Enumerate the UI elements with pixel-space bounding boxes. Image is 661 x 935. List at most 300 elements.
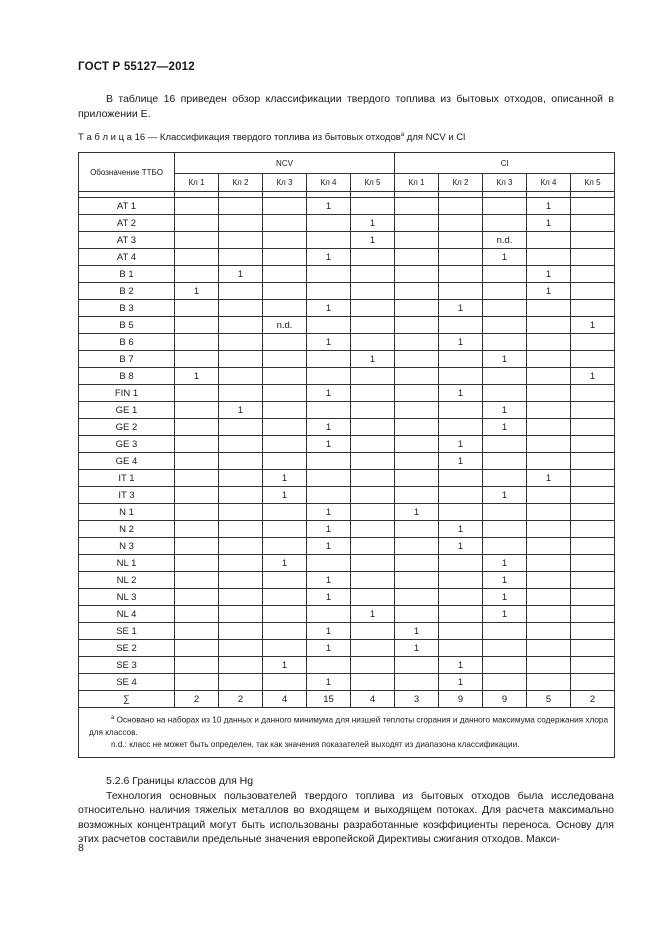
table-cell: 1	[527, 266, 571, 283]
table-cell	[219, 572, 263, 589]
table-cell	[571, 300, 615, 317]
table-cell	[571, 555, 615, 572]
table-cell	[263, 385, 307, 402]
table-cell: 1	[527, 470, 571, 487]
classification-table	[78, 152, 615, 758]
table-cell	[219, 334, 263, 351]
table-cell: 1	[219, 266, 263, 283]
table-cell	[351, 572, 395, 589]
caption-footnote-marker: a	[400, 132, 405, 138]
table-cell	[307, 555, 351, 572]
table-cell	[527, 555, 571, 572]
table-cell	[263, 640, 307, 657]
table-cell: 1	[307, 436, 351, 453]
table-cell	[263, 538, 307, 555]
table-cell	[527, 232, 571, 249]
table-row	[79, 436, 615, 453]
table-cell: 2	[175, 691, 219, 708]
table-cell: 1	[175, 368, 219, 385]
row-label: N 2	[79, 521, 175, 538]
table-cell	[527, 623, 571, 640]
table-cell	[527, 453, 571, 470]
table-row	[79, 674, 615, 691]
table-cell	[527, 317, 571, 334]
table-cell	[351, 300, 395, 317]
table-cell	[175, 470, 219, 487]
table-cell	[395, 266, 439, 283]
table-cell: n.d.	[483, 232, 527, 249]
table-cell	[219, 504, 263, 521]
table-cell	[571, 623, 615, 640]
table-cell	[571, 232, 615, 249]
table-cell	[351, 385, 395, 402]
row-label: NL 3	[79, 589, 175, 606]
table-cell: 1	[307, 249, 351, 266]
table-cell: 1	[219, 402, 263, 419]
table-cell	[351, 368, 395, 385]
table-cell	[395, 402, 439, 419]
table-caption	[78, 132, 465, 143]
table-cell	[483, 453, 527, 470]
table-cell	[175, 623, 219, 640]
table-row	[79, 640, 615, 657]
table-cell	[263, 606, 307, 623]
table-cell	[263, 249, 307, 266]
table-cell	[439, 572, 483, 589]
row-label: N 3	[79, 538, 175, 555]
table-cell: 3	[395, 691, 439, 708]
table-cell: 1	[527, 215, 571, 232]
footnote-a-marker: a	[111, 715, 115, 721]
table-cell	[395, 589, 439, 606]
table-cell	[395, 470, 439, 487]
table-cell	[351, 657, 395, 674]
table-cell: 1	[351, 232, 395, 249]
row-label: IT 1	[79, 470, 175, 487]
table-cell	[307, 470, 351, 487]
table-cell	[175, 555, 219, 572]
table-cell: 1	[483, 351, 527, 368]
section-body: Технология основных пользователей твердого топлива из бытовых отходов была исследована относительно наличия тяжелых металлов во входящем и выходящем потоках. Для расчета максимально возможных концентраций могут быть использованы разработанные коэффициенты переноса. Основу для этих расчетов составили предельные значения европейской Директивы сжигания отходов. Макси-	[78, 789, 614, 845]
class-subheader: Кл 1	[395, 174, 439, 192]
table-cell	[527, 487, 571, 504]
table-cell	[263, 521, 307, 538]
table-cell: 1	[483, 419, 527, 436]
caption-prefix: Т а б л и ц а 16 — Классификация твердого топлива из бытовых отходов	[78, 132, 401, 144]
table-cell: 1	[307, 538, 351, 555]
table-cell	[571, 334, 615, 351]
table-cell	[439, 351, 483, 368]
table-cell: 1	[263, 470, 307, 487]
table-cell	[483, 436, 527, 453]
table-cell	[307, 657, 351, 674]
table-row	[79, 606, 615, 623]
table-notes	[79, 708, 615, 758]
class-subheader: Кл 2	[219, 174, 263, 192]
table-cell	[527, 521, 571, 538]
table-row	[79, 555, 615, 572]
table-cell	[439, 487, 483, 504]
table-cell	[263, 368, 307, 385]
table-cell	[175, 504, 219, 521]
row-label: AT 1	[79, 198, 175, 215]
table-cell: 2	[219, 691, 263, 708]
table-row	[79, 623, 615, 640]
table-cell	[483, 521, 527, 538]
table-cell	[483, 640, 527, 657]
table-cell	[219, 453, 263, 470]
page-number: 8	[78, 842, 84, 854]
table-cell	[219, 436, 263, 453]
table-cell: 1	[527, 283, 571, 300]
table-cell	[175, 674, 219, 691]
table-cell	[175, 453, 219, 470]
table-cell	[527, 351, 571, 368]
table-cell: 1	[483, 402, 527, 419]
table-cell	[571, 351, 615, 368]
class-subheader: Кл 4	[527, 174, 571, 192]
table-row	[79, 487, 615, 504]
table-cell: 1	[395, 640, 439, 657]
table-cell	[175, 300, 219, 317]
table-cell	[527, 402, 571, 419]
ncv-group-header: NCV	[175, 153, 395, 174]
table-cell	[527, 674, 571, 691]
table-cell	[571, 572, 615, 589]
table-cell	[483, 623, 527, 640]
table-cell	[571, 436, 615, 453]
table-cell	[571, 538, 615, 555]
table-cell	[219, 555, 263, 572]
row-label: FIN 1	[79, 385, 175, 402]
table-cell: 1	[307, 198, 351, 215]
table-cell	[571, 453, 615, 470]
table-cell	[175, 266, 219, 283]
table-cell	[483, 317, 527, 334]
table-cell	[307, 232, 351, 249]
table-cell	[219, 589, 263, 606]
table-cell	[307, 606, 351, 623]
table-cell	[483, 198, 527, 215]
table-cell	[351, 623, 395, 640]
table-cell	[263, 266, 307, 283]
table-cell	[571, 470, 615, 487]
table-cell	[439, 283, 483, 300]
footnote-a	[89, 712, 608, 739]
class-subheader: Кл 5	[351, 174, 395, 192]
table-cell: 1	[439, 538, 483, 555]
table-cell	[219, 317, 263, 334]
table-cell	[307, 266, 351, 283]
table-cell	[263, 215, 307, 232]
table-cell: 1	[439, 453, 483, 470]
table-cell	[439, 198, 483, 215]
table-cell	[571, 640, 615, 657]
row-label: IT 3	[79, 487, 175, 504]
table-cell	[351, 470, 395, 487]
table-row	[79, 470, 615, 487]
table-cell: n.d.	[263, 317, 307, 334]
table-cell	[263, 504, 307, 521]
table-cell	[439, 419, 483, 436]
table-cell	[351, 453, 395, 470]
row-label: B 1	[79, 266, 175, 283]
table-row	[79, 283, 615, 300]
table-cell	[175, 487, 219, 504]
table-cell	[527, 538, 571, 555]
table-cell	[175, 334, 219, 351]
table-cell	[175, 232, 219, 249]
row-label: GE 4	[79, 453, 175, 470]
row-label: GE 3	[79, 436, 175, 453]
table-cell	[175, 538, 219, 555]
table-cell	[439, 589, 483, 606]
table-cell	[263, 351, 307, 368]
row-label: SE 3	[79, 657, 175, 674]
table-cell	[571, 198, 615, 215]
table-row	[79, 334, 615, 351]
table-cell: 1	[439, 385, 483, 402]
table-cell	[395, 606, 439, 623]
table-cell	[395, 317, 439, 334]
table-cell	[351, 436, 395, 453]
table-row	[79, 657, 615, 674]
table-cell	[351, 198, 395, 215]
row-label: GE 2	[79, 419, 175, 436]
row-label: AT 4	[79, 249, 175, 266]
row-label: B 6	[79, 334, 175, 351]
table-cell: 1	[307, 640, 351, 657]
table-cell	[395, 674, 439, 691]
table-cell	[219, 249, 263, 266]
table-cell	[263, 623, 307, 640]
row-label: ∑	[79, 691, 175, 708]
table-cell	[219, 487, 263, 504]
table-cell: 1	[263, 555, 307, 572]
table-cell	[219, 521, 263, 538]
table-cell: 1	[483, 572, 527, 589]
table-cell	[527, 504, 571, 521]
table-row	[79, 385, 615, 402]
class-subheader: Кл 4	[307, 174, 351, 192]
intro-paragraph: В таблице 16 приведен обзор классификации твердого топлива из бытовых отходов, описанной в приложении Е.	[78, 93, 614, 120]
table-cell: 1	[351, 351, 395, 368]
table-cell	[439, 640, 483, 657]
table-cell	[439, 402, 483, 419]
section-5-2-6	[78, 774, 614, 847]
table-cell	[483, 504, 527, 521]
row-label: SE 1	[79, 623, 175, 640]
table-cell	[439, 266, 483, 283]
table-cell: 1	[483, 249, 527, 266]
table-cell	[483, 215, 527, 232]
table-cell	[351, 555, 395, 572]
table-cell	[527, 368, 571, 385]
table-cell: 1	[439, 657, 483, 674]
row-label: AT 2	[79, 215, 175, 232]
table-cell	[483, 300, 527, 317]
table-cell	[527, 657, 571, 674]
table-cell	[395, 538, 439, 555]
table-cell	[395, 453, 439, 470]
table-cell	[175, 351, 219, 368]
class-subheader: Кл 3	[483, 174, 527, 192]
table-cell	[351, 589, 395, 606]
table-cell	[483, 334, 527, 351]
table-cell	[527, 640, 571, 657]
table-cell: 1	[307, 623, 351, 640]
table-row	[79, 402, 615, 419]
table-cell	[351, 487, 395, 504]
table-cell	[175, 249, 219, 266]
row-label: AT 3	[79, 232, 175, 249]
class-subheader: Кл 3	[263, 174, 307, 192]
table-cell	[219, 351, 263, 368]
row-label: NL 2	[79, 572, 175, 589]
table-cell	[571, 283, 615, 300]
table-cell	[219, 419, 263, 436]
class-subheader: Кл 1	[175, 174, 219, 192]
table-cell	[439, 215, 483, 232]
table-cell: 1	[307, 589, 351, 606]
table-cell	[571, 521, 615, 538]
table-cell	[263, 572, 307, 589]
table-cell	[527, 572, 571, 589]
table-cell	[439, 470, 483, 487]
table-cell	[263, 232, 307, 249]
table-cell	[307, 317, 351, 334]
table-cell: 1	[439, 674, 483, 691]
table-cell	[219, 300, 263, 317]
table-cell: 9	[483, 691, 527, 708]
table-row	[79, 368, 615, 385]
table-cell	[219, 470, 263, 487]
table-cell	[351, 283, 395, 300]
table-row	[79, 266, 615, 283]
table-cell	[219, 198, 263, 215]
table-cell	[395, 572, 439, 589]
table-cell: 1	[263, 487, 307, 504]
table-cell	[307, 215, 351, 232]
footnote-a-text: Основано на наборах из 10 данных и данного минимума для низшей теплоты сгорания и данного максимума содержания хлора для классов.	[89, 715, 609, 737]
document-header: ГОСТ Р 55127—2012	[78, 61, 195, 73]
table-cell	[351, 402, 395, 419]
table-cell	[527, 249, 571, 266]
table-row	[79, 572, 615, 589]
table-cell	[263, 453, 307, 470]
table-cell: 1	[483, 555, 527, 572]
table-cell	[571, 589, 615, 606]
table-row	[79, 351, 615, 368]
table-cell	[483, 368, 527, 385]
table-cell	[571, 402, 615, 419]
table-cell	[351, 334, 395, 351]
table-cell	[351, 538, 395, 555]
table-cell	[395, 249, 439, 266]
table-cell	[307, 453, 351, 470]
table-cell	[263, 402, 307, 419]
cl-group-header: Cl	[395, 153, 615, 174]
table-cell	[175, 640, 219, 657]
table-cell	[571, 504, 615, 521]
table-cell	[219, 215, 263, 232]
table-cell	[263, 283, 307, 300]
table-cell	[395, 300, 439, 317]
table-cell	[439, 606, 483, 623]
table-cell	[571, 487, 615, 504]
table-cell	[571, 249, 615, 266]
table-cell	[395, 657, 439, 674]
table-cell	[175, 402, 219, 419]
table-cell	[351, 521, 395, 538]
table-cell	[571, 606, 615, 623]
table-cell	[219, 538, 263, 555]
table-cell	[527, 436, 571, 453]
table-cell	[571, 385, 615, 402]
table-cell	[175, 419, 219, 436]
table-cell	[263, 419, 307, 436]
table-cell	[527, 606, 571, 623]
table-cell	[571, 215, 615, 232]
table-cell	[439, 232, 483, 249]
table-cell	[395, 487, 439, 504]
table-cell: 15	[307, 691, 351, 708]
table-row	[79, 215, 615, 232]
row-label: SE 4	[79, 674, 175, 691]
table-cell: 1	[307, 674, 351, 691]
table-cell	[395, 555, 439, 572]
table-cell	[307, 402, 351, 419]
table-cell	[439, 368, 483, 385]
table-cell	[483, 657, 527, 674]
table-cell: 1	[483, 487, 527, 504]
table-cell	[483, 385, 527, 402]
row-label: NL 4	[79, 606, 175, 623]
table-cell	[527, 334, 571, 351]
row-label: B 3	[79, 300, 175, 317]
table-row	[79, 538, 615, 555]
row-label: GE 1	[79, 402, 175, 419]
table-cell: 1	[351, 215, 395, 232]
table-row	[79, 232, 615, 249]
table-cell: 1	[175, 283, 219, 300]
row-label: B 8	[79, 368, 175, 385]
table-cell	[175, 589, 219, 606]
table-cell	[263, 589, 307, 606]
table-cell: 1	[527, 198, 571, 215]
row-label: NL 1	[79, 555, 175, 572]
table-cell	[351, 640, 395, 657]
table-cell	[175, 198, 219, 215]
table-cell: 1	[439, 436, 483, 453]
table-cell: 5	[527, 691, 571, 708]
row-label: B 7	[79, 351, 175, 368]
name-column-header: Обозначение ТТБО	[79, 153, 175, 192]
row-label: B 5	[79, 317, 175, 334]
table-cell	[175, 385, 219, 402]
table-cell: 1	[439, 521, 483, 538]
table-cell	[307, 351, 351, 368]
table-cell: 9	[439, 691, 483, 708]
table-row	[79, 317, 615, 334]
sum-row	[79, 691, 615, 708]
table-cell	[307, 283, 351, 300]
table-row	[79, 521, 615, 538]
table-cell	[439, 249, 483, 266]
table-cell	[395, 385, 439, 402]
table-cell	[351, 674, 395, 691]
table-cell	[395, 368, 439, 385]
